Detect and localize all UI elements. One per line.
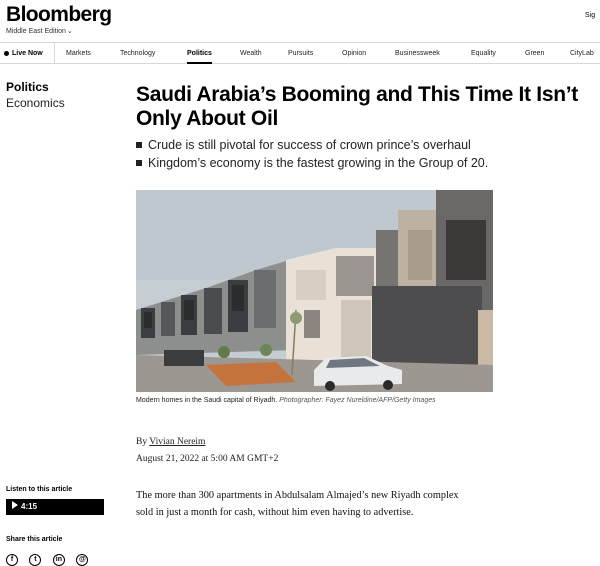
nav-item-pursuits[interactable]: Pursuits: [288, 50, 314, 57]
play-icon: [12, 501, 18, 509]
caption-text: Modern homes in the Saudi capital of Riyadh.: [136, 397, 280, 404]
facebook-icon[interactable]: f: [6, 554, 18, 566]
nav-item-wealth[interactable]: Wealth: [240, 50, 262, 57]
byline: [136, 437, 205, 447]
live-now-button[interactable]: [0, 43, 55, 64]
edition-selector[interactable]: [6, 27, 73, 35]
audio-duration: 4:15: [21, 502, 38, 511]
summary-bullet-text: Kingdom’s economy is the fastest growing in the Group of 20.: [148, 156, 489, 170]
nav-item-businessweek[interactable]: Businessweek: [395, 50, 440, 57]
article-body-paragraph: The more than 300 apartments in Abdulsalam Almajed’s new Riyadh complex sold in just a month for cash, without him even having to advertise.: [136, 490, 459, 518]
live-dot-icon: [4, 51, 9, 56]
top-navigation: [0, 42, 600, 64]
sign-in-link[interactable]: Sig: [585, 12, 596, 19]
listen-label: Listen to this article: [6, 486, 73, 493]
nav-item-politics[interactable]: Politics: [187, 43, 212, 64]
bloomberg-logo[interactable]: Bloomberg: [6, 3, 112, 26]
riyadh-homes-photo: [136, 190, 493, 392]
photo-caption: [136, 396, 496, 405]
section-link-politics[interactable]: Politics: [6, 80, 49, 94]
summary-bullet: [136, 154, 596, 172]
linkedin-icon[interactable]: in: [53, 554, 65, 566]
nav-item-green[interactable]: Green: [525, 50, 545, 57]
share-label: Share this article: [6, 536, 63, 543]
share-buttons: [6, 548, 95, 563]
section-link-economics[interactable]: Economics: [6, 96, 65, 110]
nav-item-technology[interactable]: Technology: [120, 50, 156, 57]
summary-bullet-text: Crude is still pivotal for success of crown prince’s overhaul: [148, 138, 471, 152]
audio-play-button[interactable]: [6, 499, 104, 515]
twitter-icon[interactable]: t: [29, 554, 41, 566]
byline-prefix: By: [136, 437, 150, 447]
bullet-square-icon: [136, 160, 142, 166]
edition-label: Middle East Edition: [6, 28, 66, 35]
nav-item-equality[interactable]: Equality: [471, 50, 496, 57]
nav-item-citylab[interactable]: CityLab: [570, 50, 594, 57]
author-link[interactable]: Vivian Nereim: [149, 437, 206, 447]
chevron-down-icon: ⌄: [66, 28, 73, 35]
bullet-square-icon: [136, 142, 142, 148]
masthead: [0, 0, 600, 40]
nav-item-opinion[interactable]: Opinion: [342, 50, 367, 57]
live-now-label: Live Now: [12, 50, 43, 57]
article-summary: [136, 136, 596, 172]
photo-credit: Photographer: Fayez Nureldine/AFP/Getty Images: [279, 397, 436, 404]
article-headline: Saudi Arabia’s Booming and This Time It Isn’t Only About Oil: [136, 83, 578, 130]
lead-photo: [136, 190, 493, 392]
nav-item-markets[interactable]: Markets: [66, 50, 91, 57]
email-icon[interactable]: @: [76, 554, 88, 566]
summary-bullet: [136, 136, 596, 154]
publish-date: August 21, 2022 at 5:00 AM GMT+2: [136, 454, 279, 464]
